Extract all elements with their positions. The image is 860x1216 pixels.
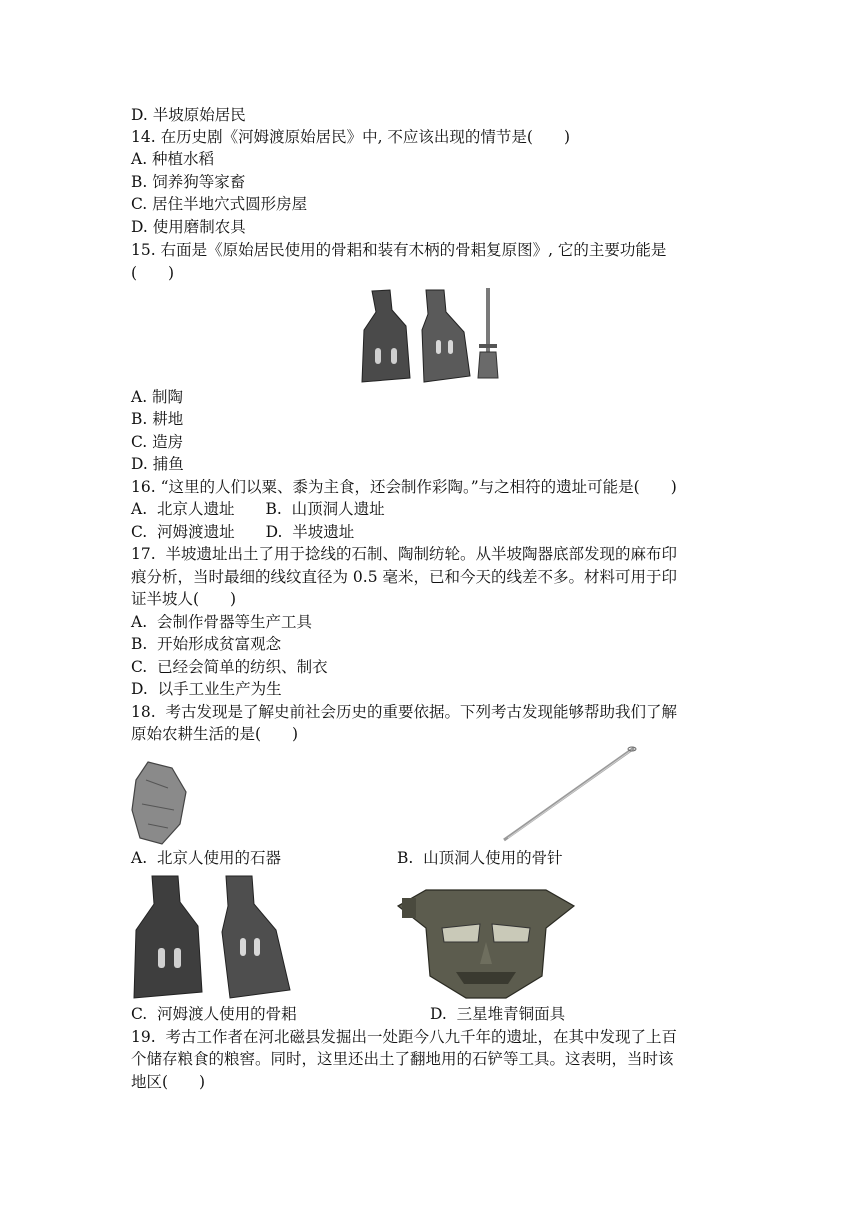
q16-options-cd: C. 河姆渡遗址 D. 半坡遗址	[131, 523, 355, 541]
q16-stem: 16. “这里的人们以粟、黍为主食，还会制作彩陶。”与之相符的遗址可能是( )	[131, 478, 677, 496]
q19-stem-line1: 19. 考古工作者在河北磁县发掘出一处距今八九千年的遗址，在其中发现了上百	[131, 1028, 678, 1046]
q17-stem-line2: 痕分析，当时最细的线纹直径为 0.5 毫米，已和今天的线差不多。材料可用于印	[131, 568, 678, 586]
q14-stem: 14. 在历史剧《河姆渡原始居民》中, 不应该出现的情节是( )	[131, 128, 571, 146]
q13-option-d: D. 半坡原始居民	[131, 106, 246, 124]
q19-stem-line3: 地区( )	[131, 1073, 206, 1091]
q17-stem-line1: 17. 半坡遗址出土了用于捻线的石制、陶制纺轮。从半坡陶器底部发现的麻布印	[131, 545, 678, 563]
q18-option-b: B. 山顶洞人使用的骨针	[397, 849, 563, 867]
q15-option-b: B. 耕地	[131, 410, 184, 428]
q18-option-c: C. 河姆渡人使用的骨耜	[131, 1005, 297, 1023]
q16-options-ab: A. 北京人遗址 B. 山顶洞人遗址	[131, 500, 385, 518]
q14-option-a: A. 种植水稻	[131, 150, 215, 168]
q19-stem-line2: 个储存粮食的粮窖。同时，这里还出土了翻地用的石铲等工具。这表明，当时该	[131, 1050, 674, 1068]
q14-option-d: D. 使用磨制农具	[131, 218, 246, 236]
q17-option-b: B. 开始形成贫富观念	[131, 635, 282, 653]
q15-option-d: D. 捕鱼	[131, 455, 184, 473]
q18-stem-line2: 原始农耕生活的是( )	[131, 725, 299, 743]
q18-option-a: A. 北京人使用的石器	[131, 849, 281, 867]
q15-stem-line2: ( )	[131, 264, 175, 282]
q14-option-c: C. 居住半地穴式圆形房屋	[131, 195, 308, 213]
q15-option-a: A. 制陶	[131, 388, 184, 406]
q17-option-c: C. 已经会简单的纺织、制衣	[131, 658, 328, 676]
q15-stem-line1: 15. 右面是《原始居民使用的骨耜和装有木柄的骨耜复原图》, 它的主要功能是	[131, 241, 667, 259]
bone-spade-image	[358, 286, 508, 386]
stone-tool-image	[128, 758, 192, 846]
q15-option-c: C. 造房	[131, 433, 184, 451]
q14-option-b: B. 饲养狗等家畜	[131, 173, 246, 191]
q18-option-d: D. 三星堆青铜面具	[430, 1005, 566, 1023]
q17-option-d: D. 以手工业生产为生	[131, 680, 282, 698]
bone-needle-image	[498, 742, 642, 846]
bronze-mask-image	[396, 876, 576, 1002]
hemudu-bone-spades-image	[130, 872, 298, 1002]
q17-option-a: A. 会制作骨器等生产工具	[131, 613, 312, 631]
q18-stem-line1: 18. 考古发现是了解史前社会历史的重要依据。下列考古发现能够帮助我们了解	[131, 703, 678, 721]
q17-stem-line3: 证半坡人( )	[131, 590, 237, 608]
